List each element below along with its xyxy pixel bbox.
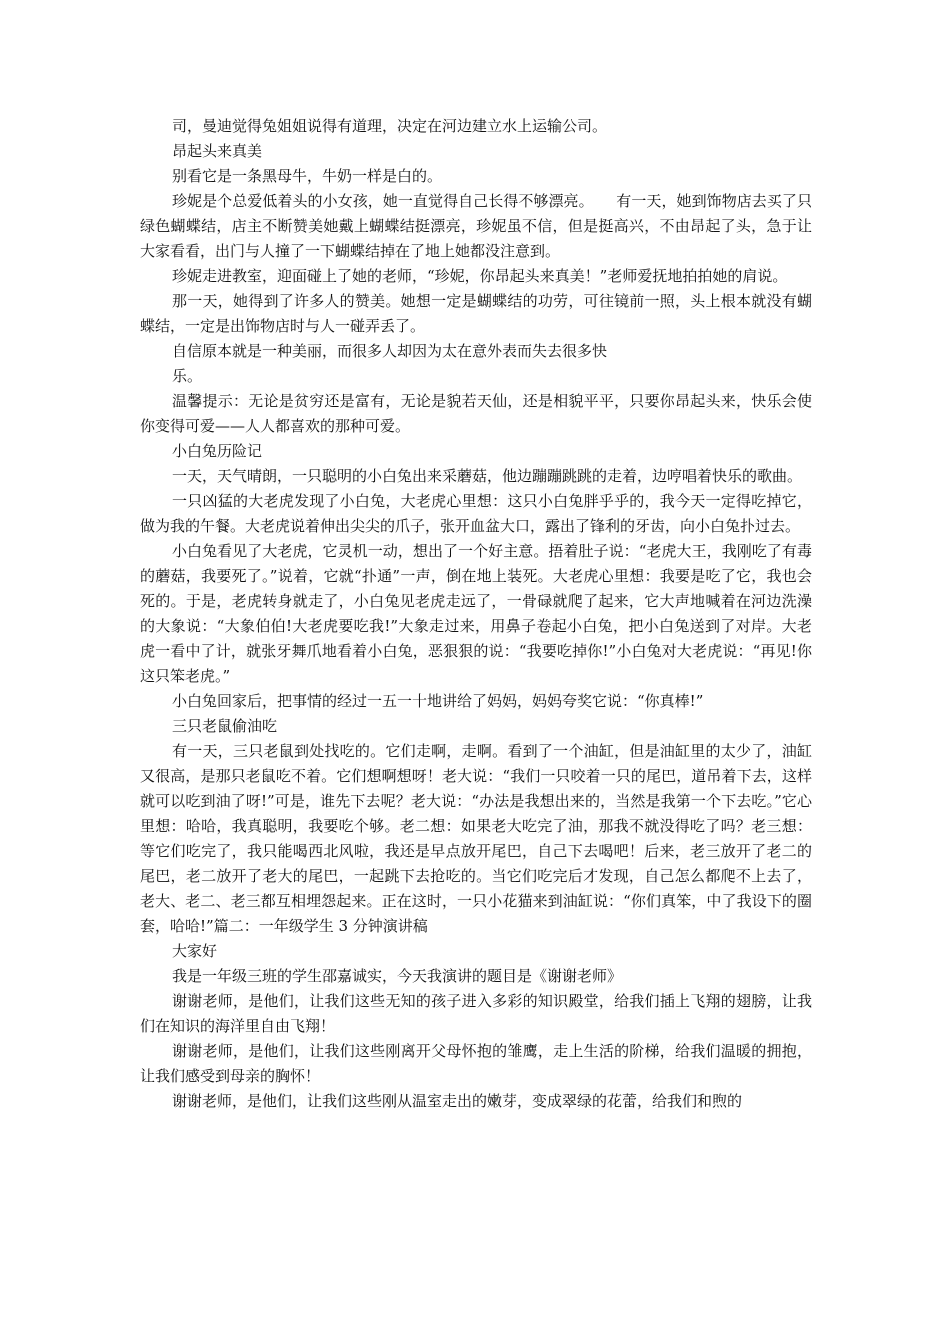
- paragraph: 珍妮走进教室，迎面碰上了她的老师，“珍妮，你昂起头来真美！”老师爱抚地拍拍她的肩说。: [172, 267, 788, 285]
- paragraph: 我是一年级三班的学生邵嘉诚实，今天我演讲的题目是《谢谢老师》: [172, 967, 623, 985]
- paragraph: 小白兔回家后，把事情的经过一五一十地讲给了妈妈，妈妈夸奖它说：“你真棒!”: [172, 692, 704, 710]
- section-title: 昂起头来真美: [172, 142, 263, 160]
- paragraph: 一只凶猛的大老虎发现了小白兔，大老虎心里想：这只小白兔胖乎乎的，我今天一定得吃掉它，做为我的午餐。大老虎说着伸出尖尖的爪子，张开血盆大口，露出了锋利的牙齿，向小白兔扑过去。: [140, 492, 812, 535]
- paragraph: 谢谢老师，是他们，让我们这些刚离开父母怀抱的雏鹰，走上生活的阶梯，给我们温暖的拥抱，让我们感受到母亲的胸怀！: [140, 1042, 812, 1085]
- paragraph: 那一天，她得到了许多人的赞美。她想一定是蝴蝶结的功劳，可往镜前一照，头上根本就没有蝴蝶结，一定是出饰物店时与人一碰弄丢了。: [140, 292, 812, 335]
- paragraph: 一天，天气晴朗，一只聪明的小白兔出来采蘑菇，他边蹦蹦跳跳的走着，边哼唱着快乐的歌曲。: [172, 467, 803, 485]
- paragraph: 乐。: [172, 367, 203, 385]
- section-title: 三只老鼠偷油吃: [172, 717, 278, 735]
- paragraph: 有一天，三只老鼠到处找吃的。它们走啊，走啊。看到了一个油缸，但是油缸里的太少了，油缸又很高，是那只老鼠吃不着。它们想啊想呀！老大说：“我们一只咬着一只的尾巴，道吊着下去，这样就可以吃到油了呀!”可是，谁先下去呢？老大说：“办法是我想出来的，当然是我第一个下去吃。”它心里想：哈哈，我真聪明，我要吃个够。老二想：如果老大吃完了油，那我不就没得吃了吗？老三想：等它们吃完了，我只能喝西北风啦，我还是早点放开尾巴，自己下去喝吧！后来，老三放开了老二的尾巴，老二放开了老大的尾巴，一起跳下去抢吃的。当它们吃完后才发现，自己怎么都爬不上去了，老大、老二、老三都互相埋怨起来。正在这时，一只小花猫来到油缸说：“你们真笨，中了我设下的圈套，哈哈!”篇二：一年级学生 3 分钟演讲稿: [140, 742, 812, 935]
- paragraph: 谢谢老师，是他们，让我们这些无知的孩子进入多彩的知识殿堂，给我们插上飞翔的翅膀，让我们在知识的海洋里自由飞翔！: [140, 992, 812, 1035]
- paragraph: 珍妮是个总爱低着头的小女孩，她一直觉得自己长得不够漂亮。 有一天，她到饰物店去买了只绿色蝴蝶结，店主不断赞美她戴上蝴蝶结挺漂亮，珍妮虽不信，但是挺高兴，不由昂起了头，急于让大家看看，出门与人撞了一下蝴蝶结掉在了地上她都没注意到。: [140, 192, 812, 260]
- paragraph: 谢谢老师，是他们，让我们这些刚从温室走出的嫩芽，变成翠绿的花蕾，给我们和煦的: [172, 1092, 743, 1110]
- paragraph: 自信原本就是一种美丽，而很多人却因为太在意外表而失去很多快: [172, 342, 608, 360]
- document-page: [140, 114, 812, 1114]
- paragraph: 大家好: [172, 942, 218, 960]
- paragraph: 小白兔看见了大老虎，它灵机一动，想出了一个好主意。捂着肚子说：“老虎大王，我刚吃了有毒的蘑菇，我要死了。”说着，它就“扑通”一声，倒在地上装死。大老虎心里想：我要是吃了它，我也会死的。于是，老虎转身就走了，小白兔见老虎走远了，一骨碌就爬了起来，它大声地喊着在河边洗澡的大象说：“大象伯伯!大老虎要吃我!”大象走过来，用鼻子卷起小白兔，把小白兔送到了对岸。大老虎一看中了计，就张牙舞爪地看着小白兔，恶狠狠的说：“我要吃掉你!”小白兔对大老虎说：“再见!你这只笨老虎。”: [140, 542, 812, 685]
- paragraph: 别看它是一条黑母牛，牛奶一样是白的。: [172, 167, 443, 185]
- paragraph: 温馨提示：无论是贫穷还是富有，无论是貌若天仙，还是相貌平平，只要你昂起头来，快乐会使你变得可爱——人人都喜欢的那种可爱。: [140, 392, 812, 435]
- section-title: 小白兔历险记: [172, 442, 263, 460]
- paragraph: 司，曼迪觉得兔姐姐说得有道理，决定在河边建立水上运输公司。: [172, 117, 608, 135]
